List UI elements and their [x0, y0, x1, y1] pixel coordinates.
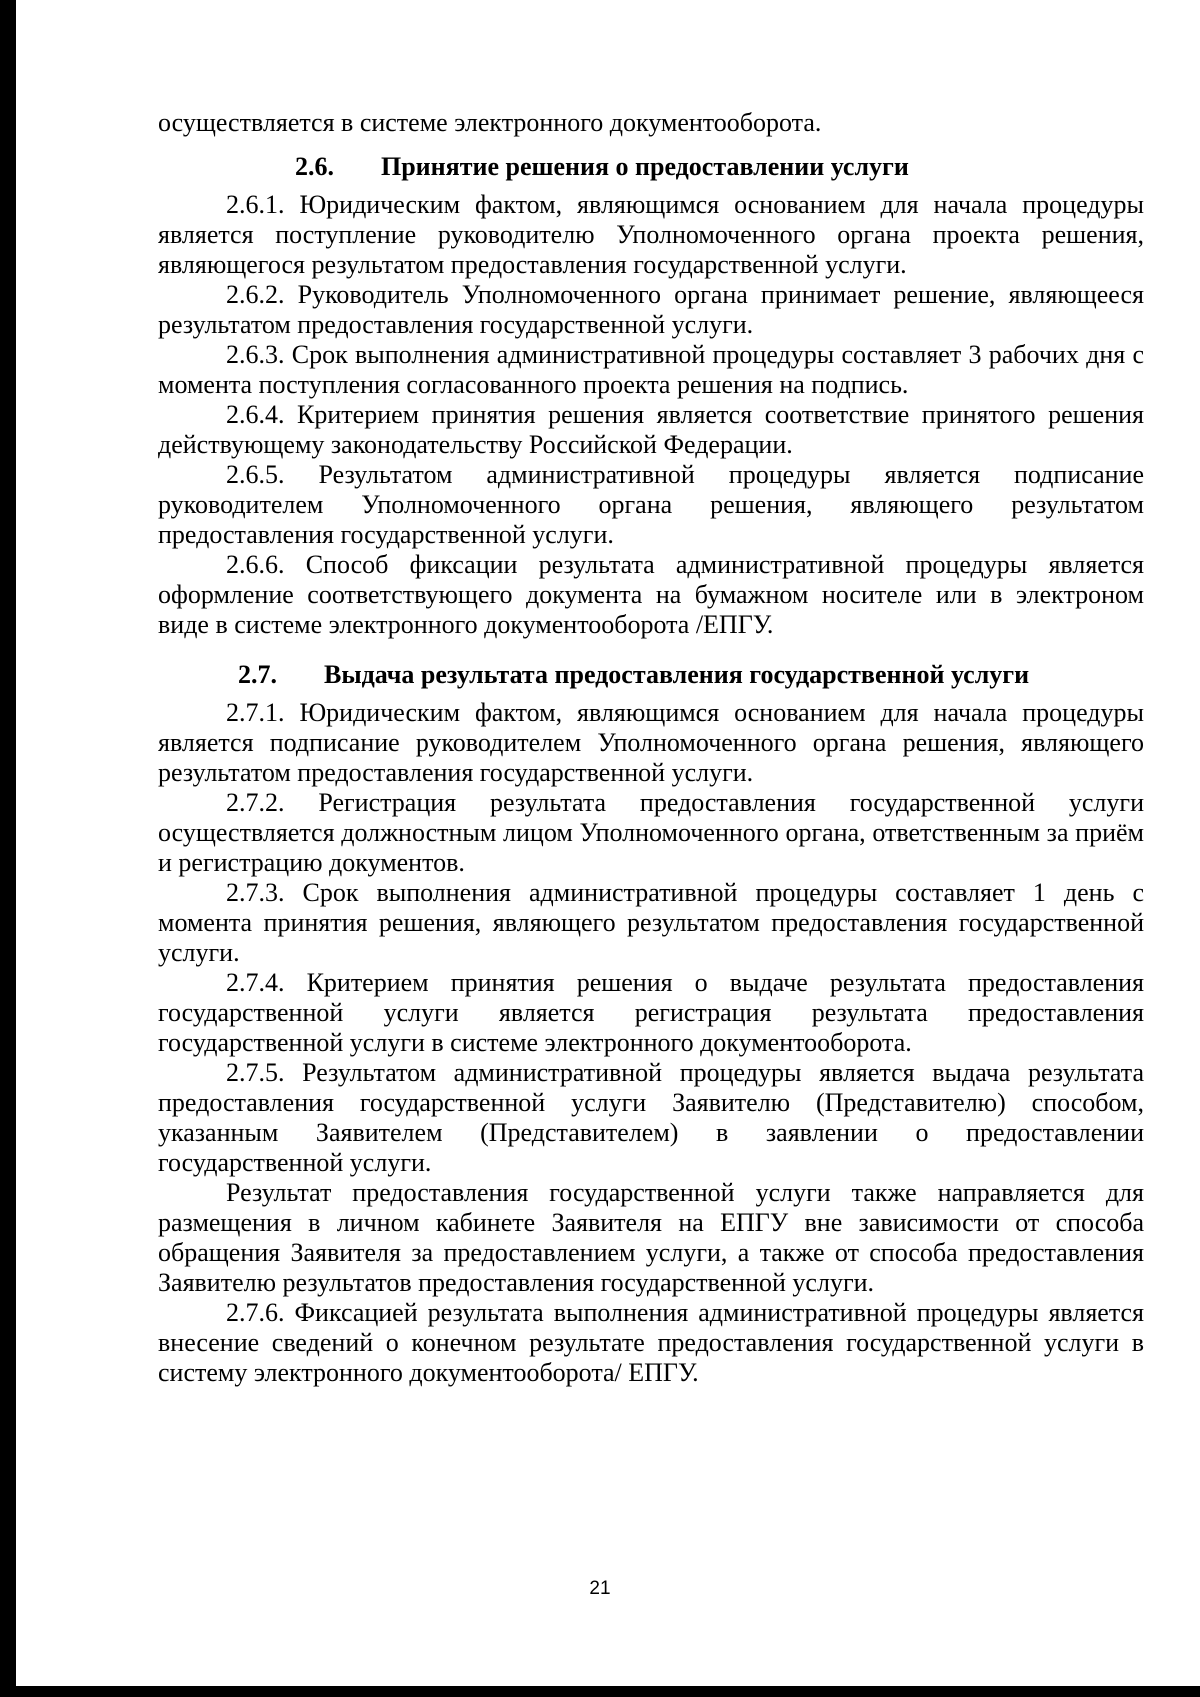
section-title: Принятие решения о предоставлении услуги	[381, 152, 909, 181]
page-number: 21	[589, 1578, 611, 1599]
lead-line: осуществляется в системе электронного документооборота.	[158, 108, 822, 137]
paragraph-2-6-6: 2.6.6. Способ фиксации результата административной процедуры является оформление соответствующего документа на бумажном носителе или в электроном виде в системе электронного документооборота /ЕПГУ.	[158, 550, 1144, 639]
paragraph-2-7-3: 2.7.3. Срок выполнения административной процедуры составляет 1 день с момента принятия решения, являющего результатом предоставления государственной услуги.	[158, 878, 1144, 967]
section-heading-2-6	[158, 152, 1144, 182]
paragraph-2-6-1: 2.6.1. Юридическим фактом, являющимся основанием для начала процедуры является поступление руководителю Уполномоченного органа проекта решения, являющегося результатом предоставления государственной услуги.	[158, 190, 1144, 279]
paragraph-2-6-2: 2.6.2. Руководитель Уполномоченного органа принимает решение, являющееся результатом предоставления государственной услуги.	[158, 280, 1144, 339]
paragraph-2-7-1: 2.7.1. Юридическим фактом, являющимся основанием для начала процедуры является подписание руководителем Уполномоченного органа решения, являющего результатом предоставления государственной услуги.	[158, 698, 1144, 787]
section-heading-2-7	[158, 660, 1144, 690]
paragraph-2-6-3: 2.6.3. Срок выполнения административной процедуры составляет 3 рабочих дня с момента поступления согласованного проекта решения на подпись.	[158, 340, 1144, 399]
section-number: 2.6.	[295, 152, 334, 181]
document-body	[158, 108, 1144, 1388]
section-title: Выдача результата предоставления государственной услуги	[324, 660, 1030, 689]
paragraph-2-6-4: 2.6.4. Критерием принятия решения является соответствие принятого решения действующему законодательству Российской Федерации.	[158, 400, 1144, 459]
paragraph-2-7-2: 2.7.2. Регистрация результата предоставления государственной услуги осуществляется должностным лицом Уполномоченного органа, ответственным за приём и регистрацию документов.	[158, 788, 1144, 877]
paragraph-2-7-5: 2.7.5. Результатом административной процедуры является выдача результата предоставления государственной услуги Заявителю (Представителю) способом, указанным Заявителем (Представителем) в заявлении о предоставлении государственной услуги.	[158, 1058, 1144, 1177]
paragraph-2-7-4: 2.7.4. Критерием принятия решения о выдаче результата предоставления государственной услуги является регистрация результата предоставления государственной услуги в системе электронного документооборота.	[158, 968, 1144, 1057]
section-number: 2.7.	[238, 660, 277, 689]
paragraph-result-epgu: Результат предоставления государственной услуги также направляется для размещения в личном кабинете Заявителя на ЕПГУ вне зависимости от способа обращения Заявителя за предоставлением услуги, а также от способа предоставления Заявителю результатов предоставления государственной услуги.	[158, 1178, 1144, 1297]
paragraph-2-6-5: 2.6.5. Результатом административной процедуры является подписание руководителем Уполномоченного органа решения, являющего результатом предоставления государственной услуги.	[158, 460, 1144, 549]
paragraph-2-7-6: 2.7.6. Фиксацией результата выполнения административной процедуры является внесение сведений о конечном результате предоставления государственной услуги в систему электронного документооборота/ ЕПГУ.	[158, 1298, 1144, 1387]
document-page	[16, 0, 1200, 1686]
